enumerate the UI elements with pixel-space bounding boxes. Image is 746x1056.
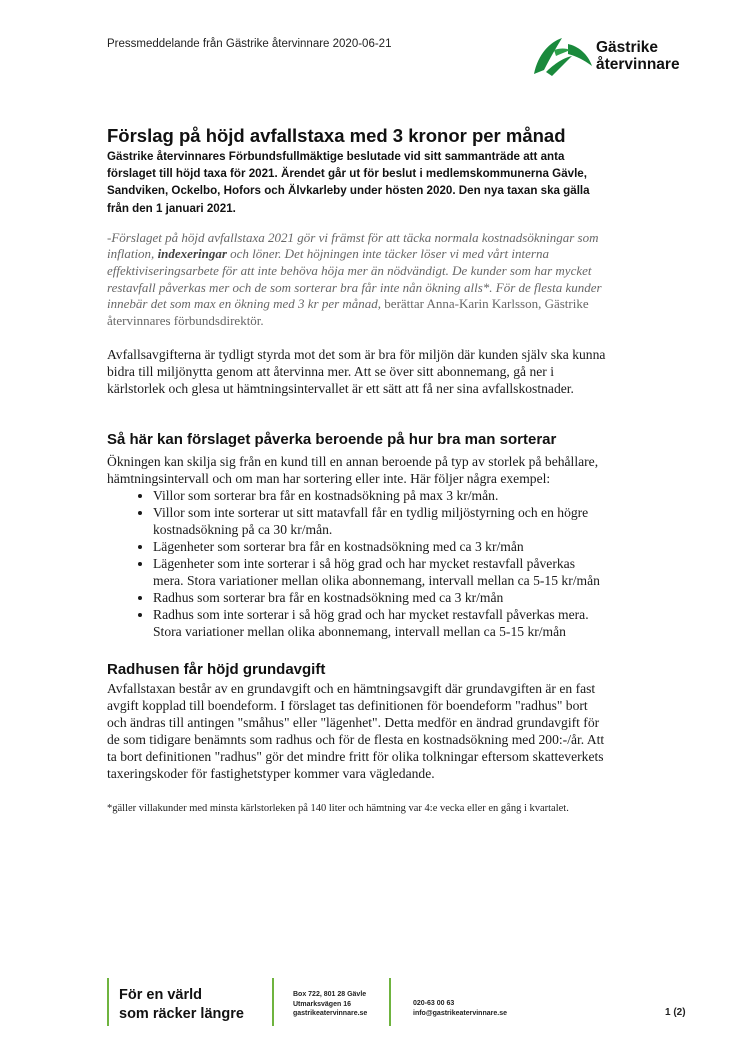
footer-address — [293, 990, 367, 1019]
phone-number: 020-63 00 63 — [413, 1000, 455, 1007]
logo-line-1: Gästrike — [596, 39, 659, 56]
section-intro-sorting: Ökningen kan skilja sig från en kund till en annan beroende på typ av storlek på behållare, hämtningsintervall och om man har sortering eller inte. Här följer några exempel: — [107, 454, 599, 487]
quote-text-2: och löner. Det höjningen inte täcker löser vi med vårt interna effektiviseringsarbete för att inte behöva höja mer än nödvändigt. De kunder som har mycket restavfall påverkas mer och de som sorterar bra får inte nån ökning alls*. För de flesta kunder innebär det som max en ökning med 3 kr per månad, — [107, 246, 602, 312]
quote-attribution: berättar Anna-Karin Karlsson, Gästrike återvinnares förbundsdirektör. — [107, 296, 589, 328]
list-item: • Lägenheter som sorterar bra får en kostnadsökning med ca 3 kr/mån — [153, 538, 607, 555]
slogan-line-1: För en värld — [119, 987, 202, 1003]
press-release-header: Pressmeddelande från Gästrike återvinnare 2020-06-21 — [107, 38, 392, 50]
article-body — [107, 124, 607, 817]
article-title: Förslag på höjd avfallstaxa med 3 kronor per månad — [107, 125, 566, 146]
footer-divider — [389, 978, 391, 1026]
list-item: • Villor som inte sorterar ut sitt matavfall får en tydlig miljöstyrning och en högre kostnadsökning på ca 30 kr/mån. — [153, 504, 607, 538]
leaf-logo-icon — [532, 36, 594, 78]
quote-bold-word: indexeringar — [157, 246, 227, 262]
footer-slogan — [119, 986, 244, 1024]
footer-contact — [413, 999, 507, 1018]
list-item: • Radhus som inte sorterar i så hög grad och har mycket restavfall påverkas mera. Stora variationer mellan olika abonnemang, intervall mellan ca 5-15 kr/mån — [153, 606, 607, 640]
footer-divider — [272, 978, 274, 1026]
logo-wordmark — [596, 39, 680, 73]
address-line-1: Box 722, 801 28 Gävle — [293, 991, 367, 998]
paragraph-fees: Avfallsavgifterna är tydligt styrda mot det som är bra för miljön där kunden själv ska kunna bidra till miljönytta genom att återvinna mer. Att se över sitt abonnemang, gå ner i kärlstorlek och glesa ut hämtningsintervallet är ett sätt att få ner sina avfallskostnader. — [107, 347, 606, 397]
email-link[interactable]: info@gastrikeatervinnare.se — [413, 1009, 507, 1017]
slogan-line-2: som räcker längre — [119, 1006, 244, 1022]
director-quote — [107, 230, 607, 330]
company-logo — [532, 36, 702, 78]
footnote: *gäller villakunder med minsta kärlstorleken på 140 liter och hämtning var 4:e vecka eller en gång i kvartalet. — [107, 803, 569, 815]
section-body-radhus: Avfallstaxan består av en grundavgift och en hämtningsavgift där grundavgiften är en fast avgift kopplad till boendeform. I förslaget tas definitionen för boendeform "radhus" bort och ändras till antingen "småhus" eller "lägenhet". Detta medför en ändrad grundavgift för de som tidigare benämnts som radhus och för de flesta en kostnadsökning med 200:-/år. Att ta bort definitionen "radhus" gör det mindre fritt för olika tolkningar eftersom skatteverkets taxeringskoder för fastighetstyper kommer vara vägledande. — [107, 681, 605, 782]
section-heading-radhus: Radhusen får höjd grundavgift — [107, 661, 326, 679]
list-item: • Lägenheter som inte sorterar i så hög grad och har mycket restavfall påverkas mera. Stora variationer mellan olika abonnemang, intervall mellan ca 5-15 kr/mån — [153, 555, 607, 589]
examples-list — [107, 487, 607, 640]
page-number: 1 (2) — [665, 1007, 686, 1018]
logo-line-2: återvinnare — [596, 56, 680, 73]
quote-text-1: -Förslaget på höjd avfallstaxa 2021 gör vi främst för att täcka normala kostnadsökningar som inflation, — [107, 229, 599, 262]
page-footer — [107, 978, 707, 1026]
section-heading-sorting: Så här kan förslaget påverka beroende på hur bra man sorterar — [107, 431, 557, 449]
article-lead: Gästrike återvinnares Förbundsfullmäktige beslutade vid sitt sammanträde att anta förslaget till höjd taxa för 2021. Ärendet går ut för beslut i medlemskommunerna Gävle, Sandviken, Ockelbo, Hofors och Älvkarleby under hösten 2020. Den nya taxan ska gälla från den 1 januari 2021. — [107, 150, 590, 215]
footer-divider — [107, 978, 109, 1026]
list-item: • Villor som sorterar bra får en kostnadsökning på max 3 kr/mån. — [153, 487, 607, 504]
website-link[interactable]: gastrikeatervinnare.se — [293, 1010, 368, 1018]
address-line-2: Utmarksvägen 16 — [293, 1000, 351, 1008]
list-item: • Radhus som sorterar bra får en kostnadsökning med ca 3 kr/mån — [153, 589, 607, 606]
